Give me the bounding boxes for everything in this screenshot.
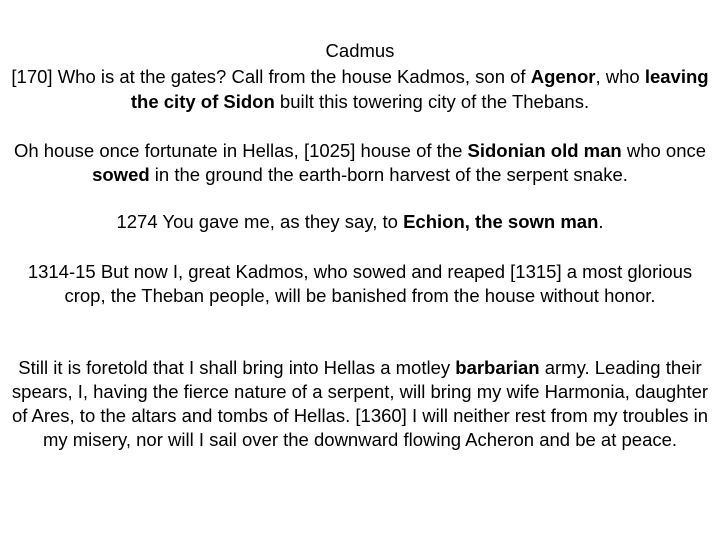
passage-text: . xyxy=(598,211,604,232)
slide-title: Cadmus xyxy=(325,40,395,61)
passage-text: [170] Who is at the gates? Call from the house Kadmos, son of xyxy=(11,66,531,87)
passage-text: army. Leading their spears, I, having the fierce nature of a serpent, will bring my wife Harmonia, daughter of Ares, to the altars and tombs of Hellas. [1360] I will neither rest from my troubles in my misery, nor will I sail over the downward flowing Acheron and be at peace. xyxy=(11,357,709,450)
passage-text: 1314-15 But now I, great Kadmos, who sowed and reaped [1315] a most glorious crop, the Theban people, will be banished from the house without honor. xyxy=(27,261,693,306)
passage-text: who once xyxy=(621,140,707,161)
passage-bold-text: Agenor xyxy=(530,66,596,87)
passage-bold-text: barbarian xyxy=(455,357,540,378)
passage-1360 xyxy=(10,356,710,452)
passage-bold-text: leaving the city of Sidon xyxy=(130,66,709,112)
passage-text: 1274 You gave me, as they say, to xyxy=(116,211,404,232)
passage-bold-text: Echion, the sown man xyxy=(403,211,599,232)
passage-bold-text: Sidonian old man xyxy=(467,140,622,161)
passage-text: Still it is foretold that I shall bring into Hellas a motley xyxy=(18,357,456,378)
passage-text: built this towering city of the Thebans. xyxy=(274,90,590,112)
passage-bold-text: sowed xyxy=(92,164,150,185)
passage-text: in the ground the earth-born harvest of the serpent snake. xyxy=(149,164,628,185)
passage-text: Oh house once fortunate in Hellas, [1025] house of the xyxy=(13,140,468,161)
passage-1025 xyxy=(10,139,710,187)
passage-1274 xyxy=(10,210,710,234)
passage-170 xyxy=(10,65,710,114)
passage-text: , who xyxy=(595,66,645,87)
passage-1314 xyxy=(10,260,710,308)
